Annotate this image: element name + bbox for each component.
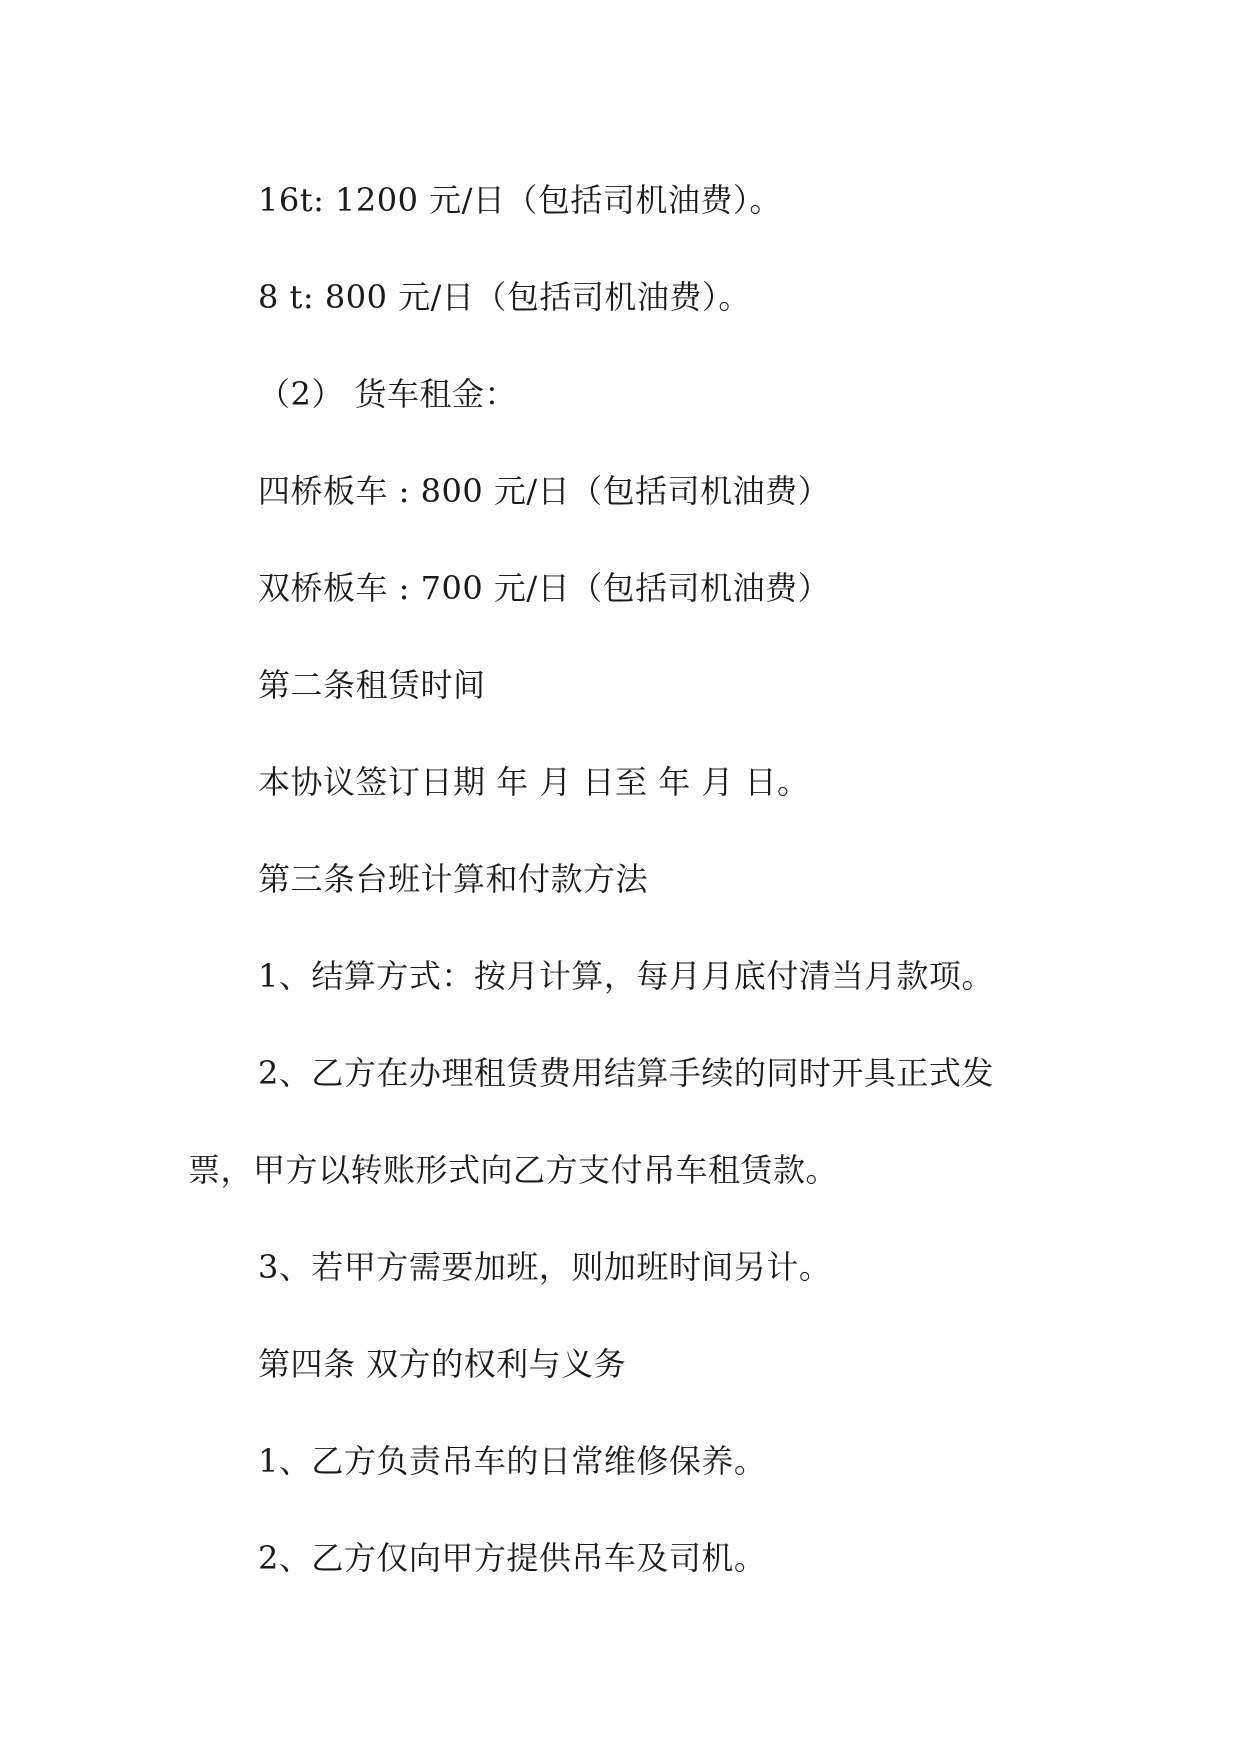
settlement-method-line: 1、结算方式：按月计算，每月月底付清当月款项。: [258, 957, 994, 995]
article-three-heading: 第三条台班计算和付款方法: [258, 860, 649, 898]
rate-8t-line: 8 t: 800 元/日（包括司机油费）。: [258, 278, 751, 316]
provision-line: 2、乙方仅向甲方提供吊车及司机。: [258, 1539, 767, 1577]
rate-16t-line: 16t: 1200 元/日（包括司机油费）。: [258, 181, 782, 219]
agreement-date-line: 本协议签订日期 年 月 日至 年 月 日。: [258, 763, 810, 801]
invoice-line-part1: 2、乙方在办理租赁费用结算手续的同时开具正式发: [258, 1054, 994, 1092]
article-four-heading: 第四条 双方的权利与义务: [258, 1345, 627, 1383]
article-two-heading: 第二条租赁时间: [258, 666, 486, 704]
overtime-line: 3、若甲方需要加班，则加班时间另计。: [258, 1248, 832, 1286]
four-axle-trailer-line: 四桥板车 : 800 元/日（包括司机油费）: [258, 472, 831, 510]
truck-rent-heading: （2） 货车租金：: [258, 375, 518, 413]
invoice-line-part2: 票，甲方以转账形式向乙方支付吊车租赁款。: [188, 1151, 839, 1189]
maintenance-line: 1、乙方负责吊车的日常维修保养。: [258, 1442, 767, 1480]
two-axle-trailer-line: 双桥板车 : 700 元/日（包括司机油费）: [258, 569, 831, 607]
